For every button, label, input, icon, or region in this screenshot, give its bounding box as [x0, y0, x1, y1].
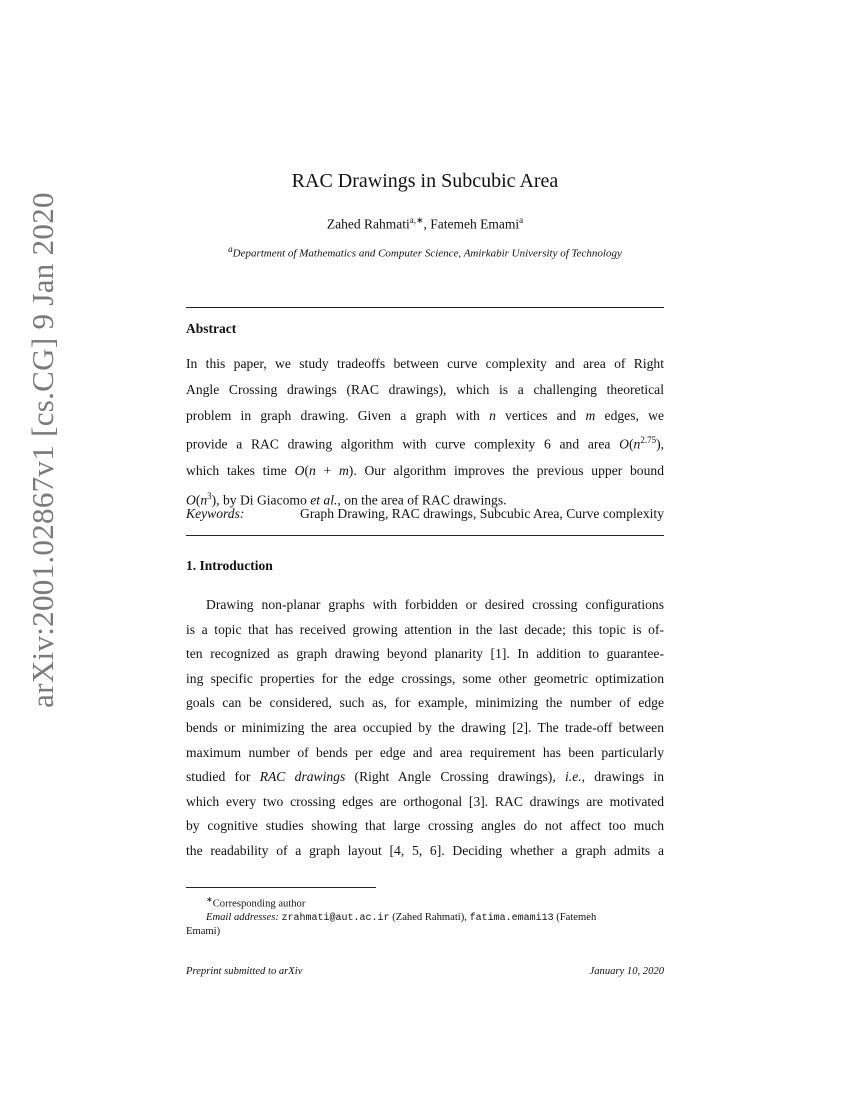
footer-date: January 10, 2020: [589, 966, 664, 977]
intro-line: bends or minimizing the area occupied by the drawing [2]. The trade-off between: [186, 719, 664, 735]
footnote-corresponding: ∗Corresponding author: [206, 895, 306, 910]
keywords-label: Keywords:: [186, 506, 245, 521]
affiliation-mark: a: [228, 244, 233, 254]
intro-line: is a topic that has received growing attention in the last decade; this topic is of-: [186, 621, 664, 637]
keywords-row: [186, 506, 664, 522]
abstract-line: which takes time O(n + m). Our algorithm improves the previous upper bound: [186, 462, 664, 478]
author-marks: a,∗: [409, 215, 424, 225]
abstract-line: In this paper, we study tradeoffs between curve complexity and area of Right: [186, 356, 664, 371]
intro-line: goals can be considered, such as, for example, minimizing the number of edge: [186, 695, 664, 711]
keywords-list: Graph Drawing, RAC drawings, Subcubic Area, Curve complexity: [300, 506, 664, 521]
intro-line: studied for RAC drawings (Right Angle Crossing drawings), i.e., drawings in: [186, 769, 665, 785]
author-name: Fatemeh Emami: [430, 216, 520, 232]
introduction-body: [186, 593, 664, 864]
footnote-emails: Email addresses: zrahmati@aut.ac.ir (Zahed Rahmati), fatima.emami13 (Fatemeh: [206, 911, 597, 924]
email-address: zrahmati@aut.ac.ir: [281, 912, 390, 924]
author-separator: ,: [423, 216, 431, 232]
author-name: Zahed Rahmati: [326, 216, 410, 232]
abstract-line: provide a RAC drawing algorithm with curve complexity 6 and area $O(n^{2.75})$,: [186, 435, 664, 452]
section-heading: 1. Introduction: [186, 558, 273, 573]
abstract-heading: Abstract: [186, 321, 237, 336]
intro-line: by cognitive studies showing that large crossing angles do not affect too much: [186, 818, 664, 834]
intro-line: Drawing non-planar graphs with forbidden or desired crossing configurations: [206, 597, 664, 612]
author-marks: a: [519, 215, 524, 225]
abstract-line: problem in graph drawing. Given a graph with n vertices and m edges, we: [186, 407, 664, 423]
footnote-rule: [186, 887, 376, 888]
arxiv-identifier: arXiv:2001.02867v1 [cs.CG] 9 Jan 2020: [25, 192, 60, 708]
footnote-emails-cont: Emami): [186, 925, 221, 937]
paper-title: RAC Drawings in Subcubic Area: [291, 170, 559, 192]
affiliation-text: Department of Mathematics and Computer Science, Amirkabir University of Technology: [232, 247, 622, 260]
affiliation: [0, 244, 850, 260]
abstract-body: [186, 351, 664, 513]
email-address: fatima.emami13: [469, 912, 554, 924]
footnote: [186, 893, 664, 938]
intro-line: maximum number of bends per edge and area requirement has been particularly: [186, 744, 664, 760]
abstract-line: Angle Crossing drawings (RAC drawings), which is a challenging theoretical: [186, 381, 664, 397]
intro-line: which every two crossing edges are orthogonal [3]. RAC drawings are motivated: [186, 793, 664, 809]
abstract-line: $O(n^3)$, by Di Giacomo et al., on the area of RAC drawings.: [186, 490, 507, 508]
author-list: [0, 215, 850, 233]
intro-line: the readability of a graph layout [4, 5, 6]. Deciding whether a graph admits a: [186, 842, 664, 858]
abstract-bottom-rule: [186, 535, 664, 536]
abstract-top-rule: [186, 307, 664, 308]
intro-line: ten recognized as graph drawing beyond planarity [1]. In addition to guarantee-: [186, 646, 664, 662]
footer-preprint-note: Preprint submitted to arXiv: [186, 966, 303, 977]
intro-line: ing specific properties for the edge crossings, some other geometric optimization: [186, 670, 664, 686]
